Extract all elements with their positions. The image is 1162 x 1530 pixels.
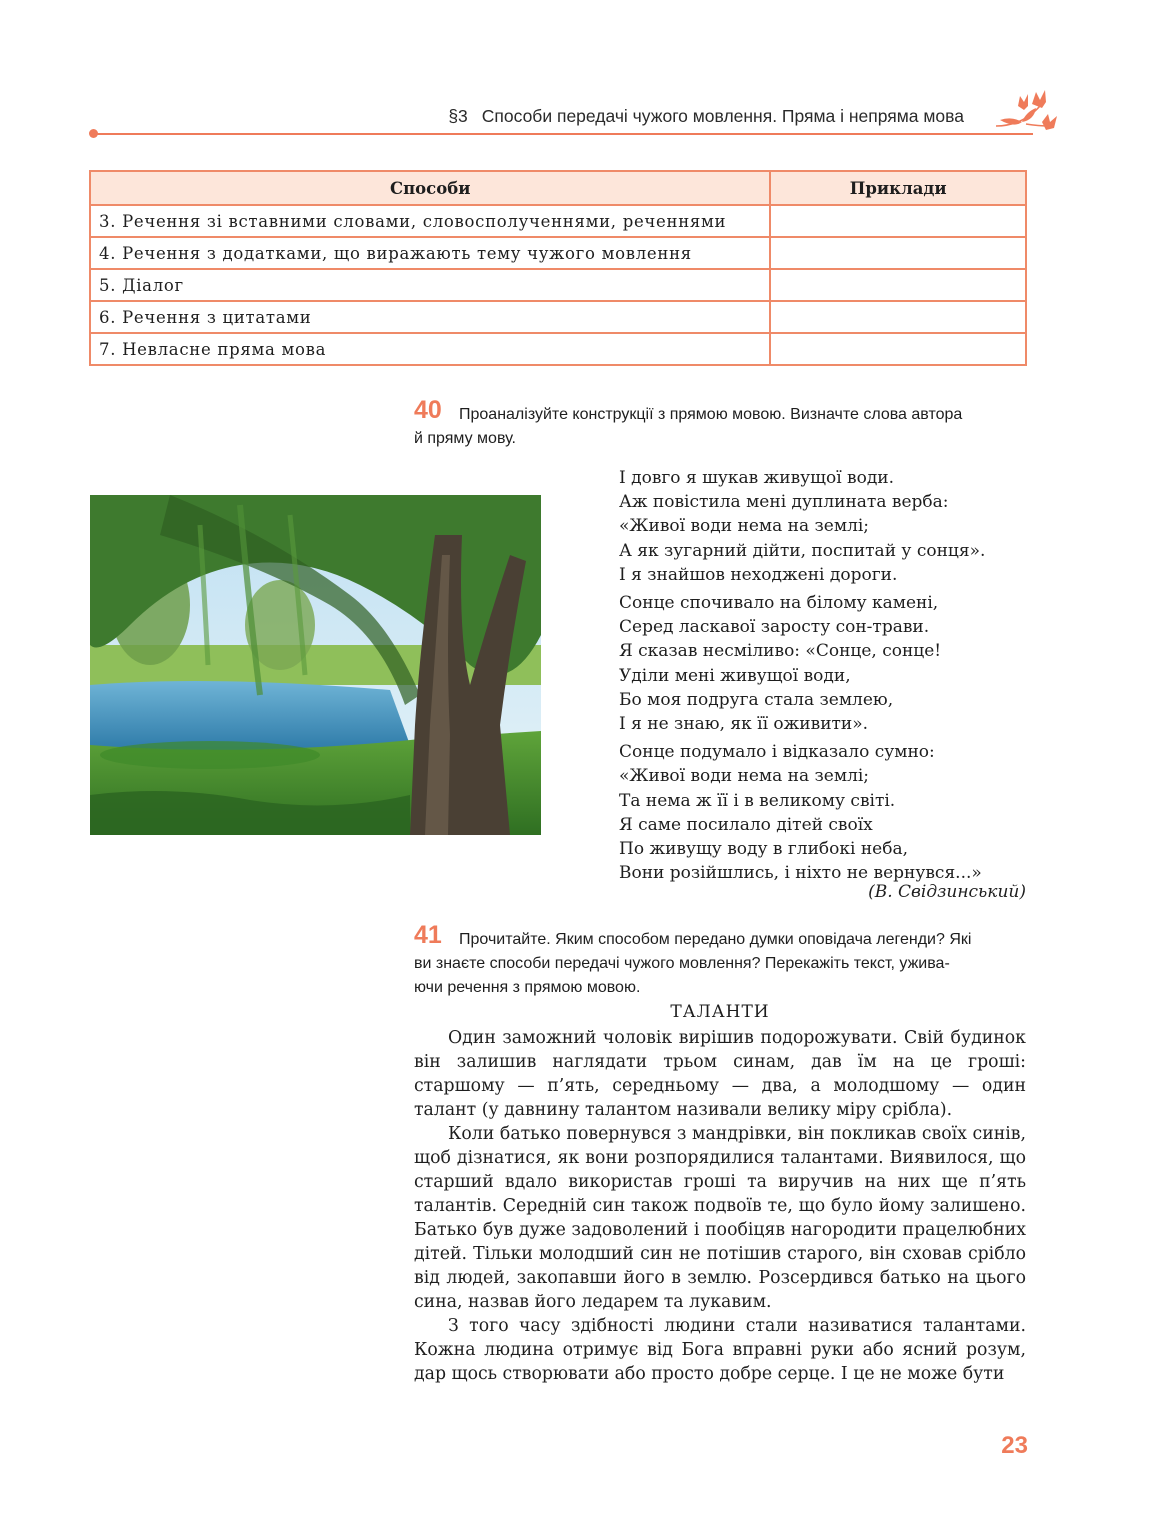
flower-ornament-icon	[992, 86, 1064, 142]
table-cell-example	[770, 301, 1026, 333]
exercise-40-line1: Проаналізуйте конструкції з прямою мовою. Визначте слова автора	[459, 406, 963, 423]
table-cell-method: 7. Невласне пряма мова	[90, 333, 770, 365]
running-header	[300, 106, 964, 127]
column-header-examples: Приклади	[770, 171, 1026, 205]
table-cell-example	[770, 333, 1026, 365]
table-row	[90, 333, 1026, 365]
poem-author: (В. Свідзинський)	[868, 882, 1026, 902]
poem-line: Вони розійшлись, і ніхто не вернувся...»	[619, 863, 982, 884]
poem-stanza	[619, 466, 1031, 587]
table-cell-method: 5. Діалог	[90, 269, 770, 301]
poem-line: І я знайшов неходжені дороги.	[619, 564, 898, 585]
table-row	[90, 237, 1026, 269]
poem-line: Я саме посилало дітей своїх	[619, 814, 873, 835]
exercise-41-number: 41	[414, 921, 442, 949]
exercise-41-line1: Прочитайте. Яким способом передано думки оповідача легенди? Які	[459, 931, 972, 948]
table-header-row	[90, 171, 1026, 205]
poem-line: Серед ласкавої заросту сон-трави.	[619, 617, 930, 638]
section-title: Способи передачі чужого мовлення. Пряма і непряма мова	[481, 106, 964, 126]
willow-pond-photo	[90, 495, 541, 835]
table-cell-method: 6. Речення з цитатами	[90, 301, 770, 333]
poem-line: Уділи мені живущої води,	[619, 665, 851, 686]
story-paragraph: Один заможний чоловік вирішив подорожувати. Свій будинок він залишив наглядати трьом синам, дав їм на це гроші: старшому — п’ять, середньому — два, а молодшому — один талант (у давнину талантом називали велику міру срібла).	[414, 1028, 1026, 1120]
poem-line: Аж повістила мені дуплината верба:	[619, 492, 949, 513]
page-number: 23	[1001, 1432, 1028, 1459]
story-paragraph: Коли батько повернувся з мандрівки, він покликав своїх синів, щоб дізнатися, як вони розпорядилися талантами. Виявилося, що старший вдало використав гроші та виручив на них ще п’ять талантів. Середній син також подвоїв те, що було йому залишено. Батько був дуже задоволений і пообіцяв нагородити працелюбних дітей. Тільки молодший син не потішив старого, він сховав срібло від людей, закопавши його в землю. Розсердився батько на цього сина, назвав його ледарем та лукавим.	[414, 1124, 1026, 1312]
exercise-41-line3: ючи речення з прямою мовою.	[414, 979, 641, 996]
poem-line: І я не знаю, як її оживити».	[619, 714, 869, 735]
poem-stanza	[619, 740, 1031, 885]
poem-stanza	[619, 591, 1031, 736]
exercise-40-line2: й пряму мову.	[414, 430, 516, 447]
poem-line: Сонце спочивало на білому камені,	[619, 593, 939, 614]
poem	[619, 466, 1031, 889]
table-row	[90, 301, 1026, 333]
methods-table	[89, 170, 1027, 366]
poem-line: Я сказав несміливо: «Сонце, сонце!	[619, 641, 942, 662]
header-rule	[93, 133, 1033, 135]
poem-line: «Живої води нема на землі;	[619, 766, 870, 787]
exercise-40-number: 40	[414, 396, 442, 424]
poem-line: Бо моя подруга стала землею,	[619, 689, 894, 710]
poem-line: Та нема ж її і в великому світі.	[619, 790, 896, 811]
poem-line: І довго я шукав живущої води.	[619, 468, 895, 488]
table-cell-example	[770, 269, 1026, 301]
table-cell-method: 3. Речення зі вставними словами, словосполученнями, реченнями	[90, 205, 770, 237]
story-paragraph: З того часу здібності людини стали називатися талантами. Кожна людина отримує від Бога вправні руки або ясний розум, дар щось створювати або просто добре серце. І це не може бути	[414, 1316, 1026, 1384]
story-title: ТАЛАНТИ	[670, 1002, 770, 1022]
section-number: §3	[448, 106, 468, 126]
column-header-methods: Способи	[90, 171, 770, 205]
table-row	[90, 269, 1026, 301]
poem-line: «Живої води нема на землі;	[619, 516, 870, 537]
table-cell-example	[770, 237, 1026, 269]
story-text	[414, 1026, 1026, 1386]
poem-line: А як зугарний дійти, поспитай у сонця».	[619, 540, 986, 561]
table-cell-method: 4. Речення з додатками, що виражають тему чужого мовлення	[90, 237, 770, 269]
poem-line: По живущу воду в глибокі неба,	[619, 839, 909, 860]
exercise-41-line2: ви знаєте способи передачі чужого мовлення? Перекажіть текст, ужива-	[414, 955, 950, 972]
table-row	[90, 205, 1026, 237]
table-cell-example	[770, 205, 1026, 237]
poem-line: Сонце подумало і відказало сумно:	[619, 742, 935, 763]
